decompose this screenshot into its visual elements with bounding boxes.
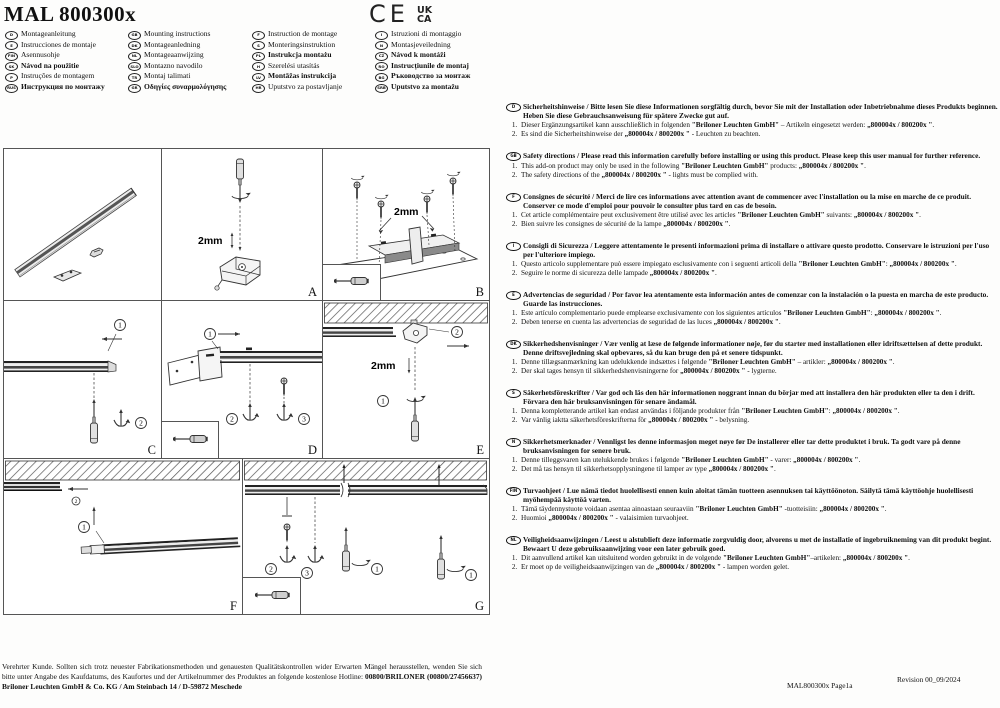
step-number: 1 (118, 320, 122, 330)
step-number: 2 (269, 564, 273, 574)
language-list-item (252, 71, 375, 82)
connector-icon (198, 347, 222, 381)
language-list-item (375, 82, 497, 93)
step-marker (299, 414, 310, 425)
language-list-item (252, 40, 375, 51)
language-label: Instrucțiunile de montaj (391, 60, 469, 70)
instruction-list (506, 260, 998, 278)
safety-section (506, 290, 998, 327)
language-list-item (128, 29, 252, 40)
language-code-icon: NL (128, 52, 141, 61)
screwdriver-inset-icon (323, 265, 378, 298)
step-number: 1 (375, 564, 379, 574)
turn-symbol-icon (308, 545, 324, 562)
pointer-arrow-icon (379, 216, 434, 234)
screwdriver-inset-icon (243, 578, 298, 612)
arrow-right-icon (447, 344, 469, 348)
language-label: Monteringsinstruktion (268, 39, 336, 49)
mounting-bracket-icon (215, 257, 260, 290)
instruction-item: 1. Dit aanvullend artikel kan uitsluitend worden gebruikt in de volgende "Briloner Leuchten GmbH"–artikelen: „800004x / 800200x ". (519, 554, 998, 563)
instruction-item: 2. Er moet op de veiligheidsaanwijzingen van de „800004x / 800200x " - lampen worden gelet. (519, 563, 998, 572)
screw-icon (351, 176, 364, 201)
arrow-left-icon (102, 337, 122, 341)
step-marker (452, 327, 463, 338)
language-list-item (252, 82, 375, 93)
language-list-item (375, 40, 497, 51)
language-list-item (128, 50, 252, 61)
instruction-item: 1. Denna kompletterande artikel kan endast användas i följande produkter från "Briloner Leuchten GmbH": „800004x / 800200x ". (519, 407, 998, 416)
language-list-item (5, 40, 128, 51)
screw-icon (447, 172, 460, 197)
rail-icon (323, 327, 396, 337)
clamp-strap-icon (409, 227, 423, 264)
language-code-icon: SRB (375, 84, 388, 93)
language-list-item (128, 82, 252, 93)
clip-part-icon (90, 248, 103, 257)
panel-label-e: E (476, 443, 484, 457)
section-heading: Sicherheitshinweise / Bitte lesen Sie diese Informationen sorgfältig durch, bevor Sie mit der Installation oder Inbetriebnahme dieses Produkts beginnen. Heben Sie diese Gebrauchsanweisung für spätere Zwecke gut auf. (523, 102, 998, 120)
language-list-item (5, 50, 128, 61)
language-code-icon: N (506, 438, 521, 448)
ceiling-hatch (245, 461, 487, 480)
language-label: Mounting instructions (144, 29, 211, 38)
language-label: Montageanleitung (21, 29, 76, 38)
step-marker (72, 497, 80, 505)
panel-label-d: D (307, 443, 317, 457)
revision-label: Revision 00_09/2024 (897, 675, 961, 684)
language-code-icon: RO (375, 62, 388, 71)
instruction-item: 2. Var vänlig iaktta säkerhetsföreskrifterna för „800004x / 800200x " - belysning. (519, 416, 998, 425)
language-code-icon: N (375, 41, 388, 50)
instruction-item: 1. This add-on product may only be used in the following "Briloner Leuchten GmbH" products: „800004x / 800200x ". (519, 162, 998, 171)
step-marker (115, 320, 126, 331)
language-code-icon: GR (128, 84, 141, 93)
safety-sections (506, 102, 998, 584)
instruction-list (506, 121, 998, 139)
language-index (5, 29, 497, 93)
language-label: Asennusohje (21, 50, 60, 60)
safety-section (506, 192, 998, 229)
screw-icon (284, 524, 290, 543)
step-marker (205, 329, 216, 340)
language-list-item (128, 71, 252, 82)
rotate-arrow-icon (232, 193, 251, 199)
panel-step-g (242, 458, 490, 615)
step-number: 2 (455, 327, 459, 337)
safety-section (506, 437, 998, 474)
language-code-icon: E (5, 41, 18, 50)
panel-label-c: C (147, 443, 156, 457)
tool-inset (322, 264, 381, 301)
section-heading: Advertencias de seguridad / Por favor lea atentamente esta información antes de comenzar con la instalación o la puesta en marcha de este producto. Guarde las instrucciones. (523, 290, 989, 308)
step-a-art (162, 149, 322, 300)
language-code-icon: SK (5, 62, 18, 71)
language-code-icon: D (5, 31, 18, 40)
language-list-item (252, 29, 375, 40)
instruction-item: 1. Questo articolo supplementare può essere impiegato esclusivamente con i seguenti articoli della "Briloner Leuchten GmbH": „800004x / 800200x ". (519, 260, 998, 269)
language-label: Montazno navodilo (144, 60, 203, 70)
section-heading: Sikkerhedshenvisninger / Vær venlig at læse de følgende informationer nøje, før du starter med installationen eller idriftsættelsen af dette produkt. Denne driftsvejledning skal opbevares, så du kan bruge den på et senere tidspunkt. (523, 339, 983, 357)
language-code-icon: SLO (128, 62, 141, 71)
language-label: Montageaanwijzing (144, 50, 204, 60)
step-number: 2 (74, 499, 78, 505)
step-c-art (4, 301, 161, 458)
section-heading: Consignes de sécurité / Merci de lire ces informations avec attention avant de commencer avec l'installation ou la mise en marche de ce produit. Conserver ce mode d'emploi pour pouvoir le consulter plus tard en cas de besoin. (523, 192, 972, 210)
turn-symbol-icon (114, 409, 130, 426)
language-label: Uputstvo za postavljanje (268, 81, 343, 91)
page-reference: MAL800300x Page1a (787, 681, 853, 690)
screwdriver-icon (343, 527, 350, 571)
arrow-up-icon (92, 507, 95, 526)
language-label: Montāžas instrukcija (268, 71, 337, 81)
language-list-item (375, 61, 497, 72)
language-code-icon: PL (252, 52, 265, 61)
language-label: Инструкция по монтажу (21, 81, 105, 91)
section-heading: Safety directions / Please read this information carefully before installing or using this product. Please keep this user manual for further reference. (523, 151, 981, 160)
instruction-list (506, 554, 998, 572)
screwdriver-icon (237, 159, 244, 203)
instruction-item: 2. Bien suivre les consignes de sécurité de la lampe „800004x / 800200x ". (519, 220, 998, 229)
language-code-icon: F (506, 193, 521, 203)
language-code-icon: LV (252, 73, 265, 82)
safety-section (506, 241, 998, 278)
language-list-item (128, 40, 252, 51)
step-marker (79, 522, 90, 533)
mounted-rail-icon (4, 482, 62, 491)
language-code-icon: BG (375, 73, 388, 82)
instruction-item: 2. Deben tenerse en cuenta las advertencias de seguridad de las luces „800004x / 800200x ". (519, 318, 998, 327)
step-number: 3 (305, 568, 309, 578)
language-list-item (5, 71, 128, 82)
instruction-item: 2. Huomioi „800004x / 800200x " - valaisimien turvaohjeet. (519, 514, 998, 523)
section-heading: Säkerhetsföreskrifter / Var god och läs den här informationen noggrant innan du börjar med att installera den här produkten eller ta den i drift. Förvara den här bruksanvisningen för senare ändamål. (523, 388, 975, 406)
rail-icon (4, 361, 116, 372)
ceiling-hatch (6, 461, 240, 480)
language-code-icon: H (252, 62, 265, 71)
panel-label-a: A (307, 285, 317, 299)
screw-icon (281, 378, 287, 397)
language-code-icon: S (252, 41, 265, 50)
dimension-label: 2mm (198, 235, 223, 247)
turn-symbol-icon (280, 545, 296, 562)
instruction-item: 1. Dieser Ergänzungsartikel kann ausschließlich in folgenden "Briloner Leuchten GmbH" – Artikeln eingesetzt werden: „800004x / 800200x ". (519, 121, 998, 130)
language-label: Montageanledning (144, 39, 201, 49)
language-code-icon: DK (128, 41, 141, 50)
step-number: 2 (139, 418, 143, 428)
ceiling-hatch (325, 303, 488, 323)
page-title: MAL 800300x (4, 2, 137, 26)
mounted-rail-icon (245, 485, 487, 495)
language-list-item (5, 29, 128, 40)
language-label: Uputstvo za montažu (391, 81, 459, 91)
customer-service-note: Verehrter Kunde. Sollten sich trotz neuester Fabrikationsmethoden und genauesten Qualitätskontrollen wider Erwarten Mängel herausstellen, wenden Sie sich bitte unter Angabe des Kaufdatums, des Kaufortes und der Artikelnummer des Produktes an folgende kostenlose Hotline: 00800/BRILONER (00800/27456637) Briloner Leuchten GmbH & Co. KG / Am Steinbach 14 / D-59872 Meschede (2, 662, 482, 691)
language-list-item (375, 71, 497, 82)
instruction-list (506, 407, 998, 425)
panel-step-d (161, 300, 323, 459)
screwdriver-icon (91, 399, 98, 443)
language-label: Montaj talimati (144, 71, 191, 81)
instruction-item: 1. Denne tillægsanmærkning kan udelukkende indsættes i følgende "Briloner Leuchten GmbH" – artikler: „800004x / 800200x ". (519, 358, 998, 367)
instruction-item: 1. Denne tilleggsvaren kan utelukkende brukes i følgende "Briloner Leuchten GmbH" - varer: „800004x / 800200x ". (519, 456, 998, 465)
language-label: Instruções de montagem (21, 71, 95, 81)
ukca-line: UK (417, 5, 433, 16)
arrow-left-icon (68, 487, 88, 491)
language-label: Instruction de montage (268, 29, 338, 38)
instruction-item: 2. Der skal tages hensyn til sikkerhedshenvisningerne for „800004x / 800200x " - lygterne. (519, 367, 998, 376)
instruction-item: 1. Cet article complémentaire peut exclusivement être utilisé avec les articles "Briloner Leuchten GmbH" suivants: „800004x / 800200x ". (519, 211, 998, 220)
track-rail-icon (15, 188, 136, 277)
safety-section (506, 151, 998, 180)
language-code-icon: RUS (5, 84, 18, 93)
step-marker (266, 564, 277, 575)
screw-icon (375, 195, 388, 220)
step-f-art (4, 459, 242, 614)
step-number: 1 (469, 570, 473, 580)
instruction-item: 1. Tämä täydennystuote voidaan asentaa ainoastaan seuraaviin "Briloner Leuchten GmbH" -tuotteisiin: „800004x / 800200x ". (519, 505, 998, 514)
language-code-icon: D (506, 103, 521, 113)
language-list-item (252, 61, 375, 72)
safety-section (506, 339, 998, 376)
tool-inset (161, 421, 219, 459)
step-marker (378, 396, 389, 407)
panel-step-a (161, 148, 323, 301)
language-code-icon: CZ (375, 52, 388, 61)
language-code-icon: F (252, 31, 265, 40)
instruction-list (506, 309, 998, 327)
screw-icon (421, 190, 434, 215)
step-marker (227, 414, 238, 425)
safety-section (506, 102, 998, 139)
step-number: 1 (208, 329, 212, 339)
step-marker (466, 570, 477, 581)
panel-step-f (3, 458, 243, 615)
rail-icon (220, 348, 322, 364)
language-list-item (375, 50, 497, 61)
language-code-icon: P (5, 73, 18, 82)
language-list-item (252, 50, 375, 61)
language-code-icon: I (375, 31, 388, 40)
connector-part-icon (54, 270, 81, 281)
step-marker (372, 564, 383, 575)
section-heading: Sikkerhetsmerknader / Vennligst les denne informasjon meget nøye før De installerer eller tar dette produktet i bruk. Ta godt vare på denne bruksanvisningen for senere bruk. (523, 437, 961, 455)
language-label: Montasjeveiledning (391, 39, 451, 49)
instruction-item: 1. Este artículo complementario puede emplearse exclusivamente con los siguientes artículos "Briloner Leuchten GmbH": „800004x / 800200x ". (519, 309, 998, 318)
language-label: Szerelési utasítás (268, 60, 320, 70)
language-code-icon: E (506, 291, 521, 301)
instruction-item: 2. Det må tas hensyn til sikkerhetsopplysningene til lamper av type „800004x / 800200x ". (519, 465, 998, 474)
screwdriver-icon (412, 397, 419, 441)
step-number: 1 (82, 522, 86, 532)
dimension-label: 2mm (371, 360, 396, 372)
section-heading: Veiligheidsaanwijzingen / Leest u alstublieft deze informatie zorgvuldig door, alvorens u met de installatie of ingebruikneming van dit produkt begint. Bewaart U deze gebruiksaanwijzing voor een later gebruik goed. (523, 535, 992, 553)
ce-mark-icon: CE (369, 0, 409, 28)
language-column (5, 29, 128, 93)
instruction-list (506, 211, 998, 229)
language-code-icon: GB (128, 31, 141, 40)
panel-label-g: G (474, 599, 484, 613)
end-plate-icon (168, 355, 202, 385)
step-marker (136, 418, 147, 429)
section-heading: Consigli di Sicurezza / Leggere attentamente le presenti informazioni prima di installare o attivare questo prodotto. Conservare le istruzioni per l'uso per l'ulteriore impiego. (523, 241, 990, 259)
language-code-icon: NL (506, 536, 521, 546)
instruction-list (506, 505, 998, 523)
rotate-arrow-icon (447, 566, 466, 572)
panel-label-b: B (475, 285, 484, 299)
language-label: Ръководство за монтаж (391, 71, 471, 81)
turn-symbol-icon (243, 403, 259, 420)
instruction-item: 2. Seguire le norme di sicurezza delle lampade „800004x / 800200x ". (519, 269, 998, 278)
screwdriver-inset-icon (162, 422, 216, 456)
instruction-list (506, 358, 998, 376)
ceiling-bracket-icon (403, 320, 427, 343)
section-heading: Turvaohjeet / Lue nämä tiedot huolellisesti ennen kuin aloitat tämän tuotteen asennuksen tai käyttöönoton. Säilytä tämä käyttöohje huolellisesti myöhempää käyttöä varten. (523, 486, 974, 504)
language-label: Návod k montáži (391, 50, 446, 60)
panel-parts-overview (3, 148, 162, 301)
language-label: Instrucciones de montaje (21, 39, 96, 49)
language-list-item (5, 82, 128, 93)
language-code-icon: S (506, 389, 521, 399)
language-code-icon: GB (506, 152, 521, 162)
language-code-icon: DK (506, 340, 521, 350)
instruction-list (506, 456, 998, 474)
language-label: Instrukcja montażu (268, 50, 332, 60)
language-label: Οδηγίες συναρμολόγησης (144, 81, 227, 91)
safety-section (506, 388, 998, 425)
ukca-mark-icon (417, 7, 432, 24)
language-code-icon: I (506, 242, 521, 252)
step-number: 3 (302, 414, 306, 424)
language-column (252, 29, 375, 93)
turn-symbol-icon (277, 403, 293, 420)
safety-section (506, 535, 998, 572)
screwdriver-icon (438, 535, 445, 579)
arrow-right-icon (218, 332, 240, 336)
language-code-icon: TR (128, 73, 141, 82)
language-label: Istruzioni di montaggio (391, 29, 462, 38)
instruction-item: 2. The safety directions of the „800004x / 800200x " - lights must be complied with. (519, 171, 998, 180)
panel-step-b (322, 148, 490, 301)
safety-section (506, 486, 998, 523)
panel-step-c (3, 300, 162, 459)
double-arrow-icon (231, 233, 234, 249)
step-marker (302, 568, 313, 579)
language-code-icon: FIN (5, 52, 18, 61)
language-column (375, 29, 497, 93)
language-code-icon: FIN (506, 487, 521, 497)
step-e-art (323, 301, 489, 458)
ukca-line: CA (417, 13, 432, 25)
step-number: 2 (230, 414, 234, 424)
panel-label-f: F (230, 599, 237, 613)
language-list-item (5, 61, 128, 72)
tool-inset (242, 577, 301, 615)
language-column (128, 29, 252, 93)
step-number: 1 (381, 396, 385, 406)
rotate-arrow-icon (352, 560, 371, 566)
parts-overview-art (4, 149, 161, 300)
instruction-list (506, 162, 998, 180)
instruction-item: 2. Es sind die Sicherheitshinweise der „800004x / 800200x " - Leuchten zu beachten. (519, 130, 998, 139)
lifting-rail-icon (81, 537, 240, 555)
arrow-down-icon (408, 358, 411, 374)
language-list-item (375, 29, 497, 40)
language-list-item (128, 61, 252, 72)
language-code-icon: HR (252, 84, 265, 93)
language-label: Návod na použitie (21, 60, 79, 70)
panel-step-e (322, 300, 490, 459)
dimension-label: 2mm (394, 206, 419, 218)
